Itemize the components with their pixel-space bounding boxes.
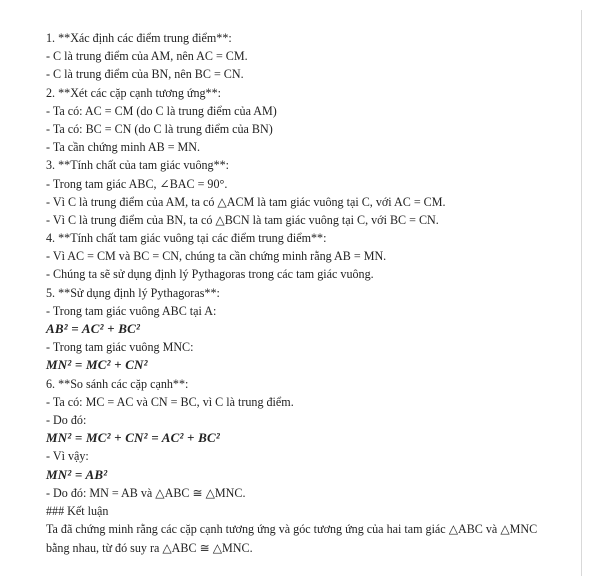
step-6-line-3: - Vì vậy:	[46, 449, 89, 464]
step-6-line-1: - Ta có: MC = AC và CN = BC, vì C là trung điểm.	[46, 394, 294, 409]
step-3-heading: 3. **Tính chất của tam giác vuông**:	[46, 158, 230, 173]
step-2-line-3: - Ta cần chứng minh AB = MN.	[46, 140, 201, 155]
step-5-line-1: - Trong tam giác vuông ABC tại A:	[46, 303, 217, 318]
step-4-heading: 4. **Tính chất tam giác vuông tại các điểm trung điểm**:	[46, 231, 327, 246]
step-6-line-4: - Do đó: MN = AB và △ABC ≅ △MNC.	[46, 485, 246, 500]
step-2-line-2: - Ta có: BC = CN (do C là trung điểm của BN)	[46, 121, 273, 136]
step-3-line-1: - Trong tam giác ABC, ∠BAC = 90°.	[46, 176, 228, 191]
step-1-line-1: - C là trung điểm của AM, nên AC = CM.	[46, 49, 248, 64]
step-3-line-3: - Vì C là trung điểm của BN, ta có △BCN là tam giác vuông tại C, với BC = CN.	[46, 212, 439, 227]
answer-panel	[20, 10, 582, 576]
step-4-line-2: - Chúng ta sẽ sử dụng định lý Pythagoras trong các tam giác vuông.	[46, 267, 374, 282]
step-2-heading: 2. **Xét các cặp cạnh tương ứng**:	[46, 85, 221, 100]
step-5-line-2: - Trong tam giác vuông MNC:	[46, 340, 194, 355]
step-6-heading: 6. **So sánh các cặp cạnh**:	[46, 376, 189, 391]
conclusion-text: Ta đã chứng minh rằng các cặp cạnh tương ứng và góc tương ứng của hai tam giác △ABC và △MNC bằng nhau, từ đó suy ra △ABC ≅ △MNC.	[46, 522, 538, 555]
equation-mn-equals-ab: MN² = AB²	[46, 466, 108, 482]
answer-content	[46, 29, 566, 557]
equation-mn-squared: MN² = MC² + CN²	[46, 357, 148, 373]
step-1-line-2: - C là trung điểm của BN, nên BC = CN.	[46, 67, 244, 82]
step-4-line-1: - Vì AC = CM và BC = CN, chúng ta cần chứng minh rằng AB = MN.	[46, 249, 387, 264]
step-5-heading: 5. **Sử dụng định lý Pythagoras**:	[46, 285, 220, 300]
step-6-line-2: - Do đó:	[46, 412, 87, 427]
step-2-line-1: - Ta có: AC = CM (do C là trung điểm của AM)	[46, 103, 277, 118]
conclusion-heading: ### Kết luận	[46, 503, 109, 518]
step-3-line-2: - Vì C là trung điểm của AM, ta có △ACM là tam giác vuông tại C, với AC = CM.	[46, 194, 446, 209]
equation-mn-expanded: MN² = MC² + CN² = AC² + BC²	[46, 430, 220, 446]
equation-ab-squared: AB² = AC² + BC²	[46, 321, 141, 336]
step-1-heading: 1. **Xác định các điểm trung điểm**:	[46, 31, 232, 45]
